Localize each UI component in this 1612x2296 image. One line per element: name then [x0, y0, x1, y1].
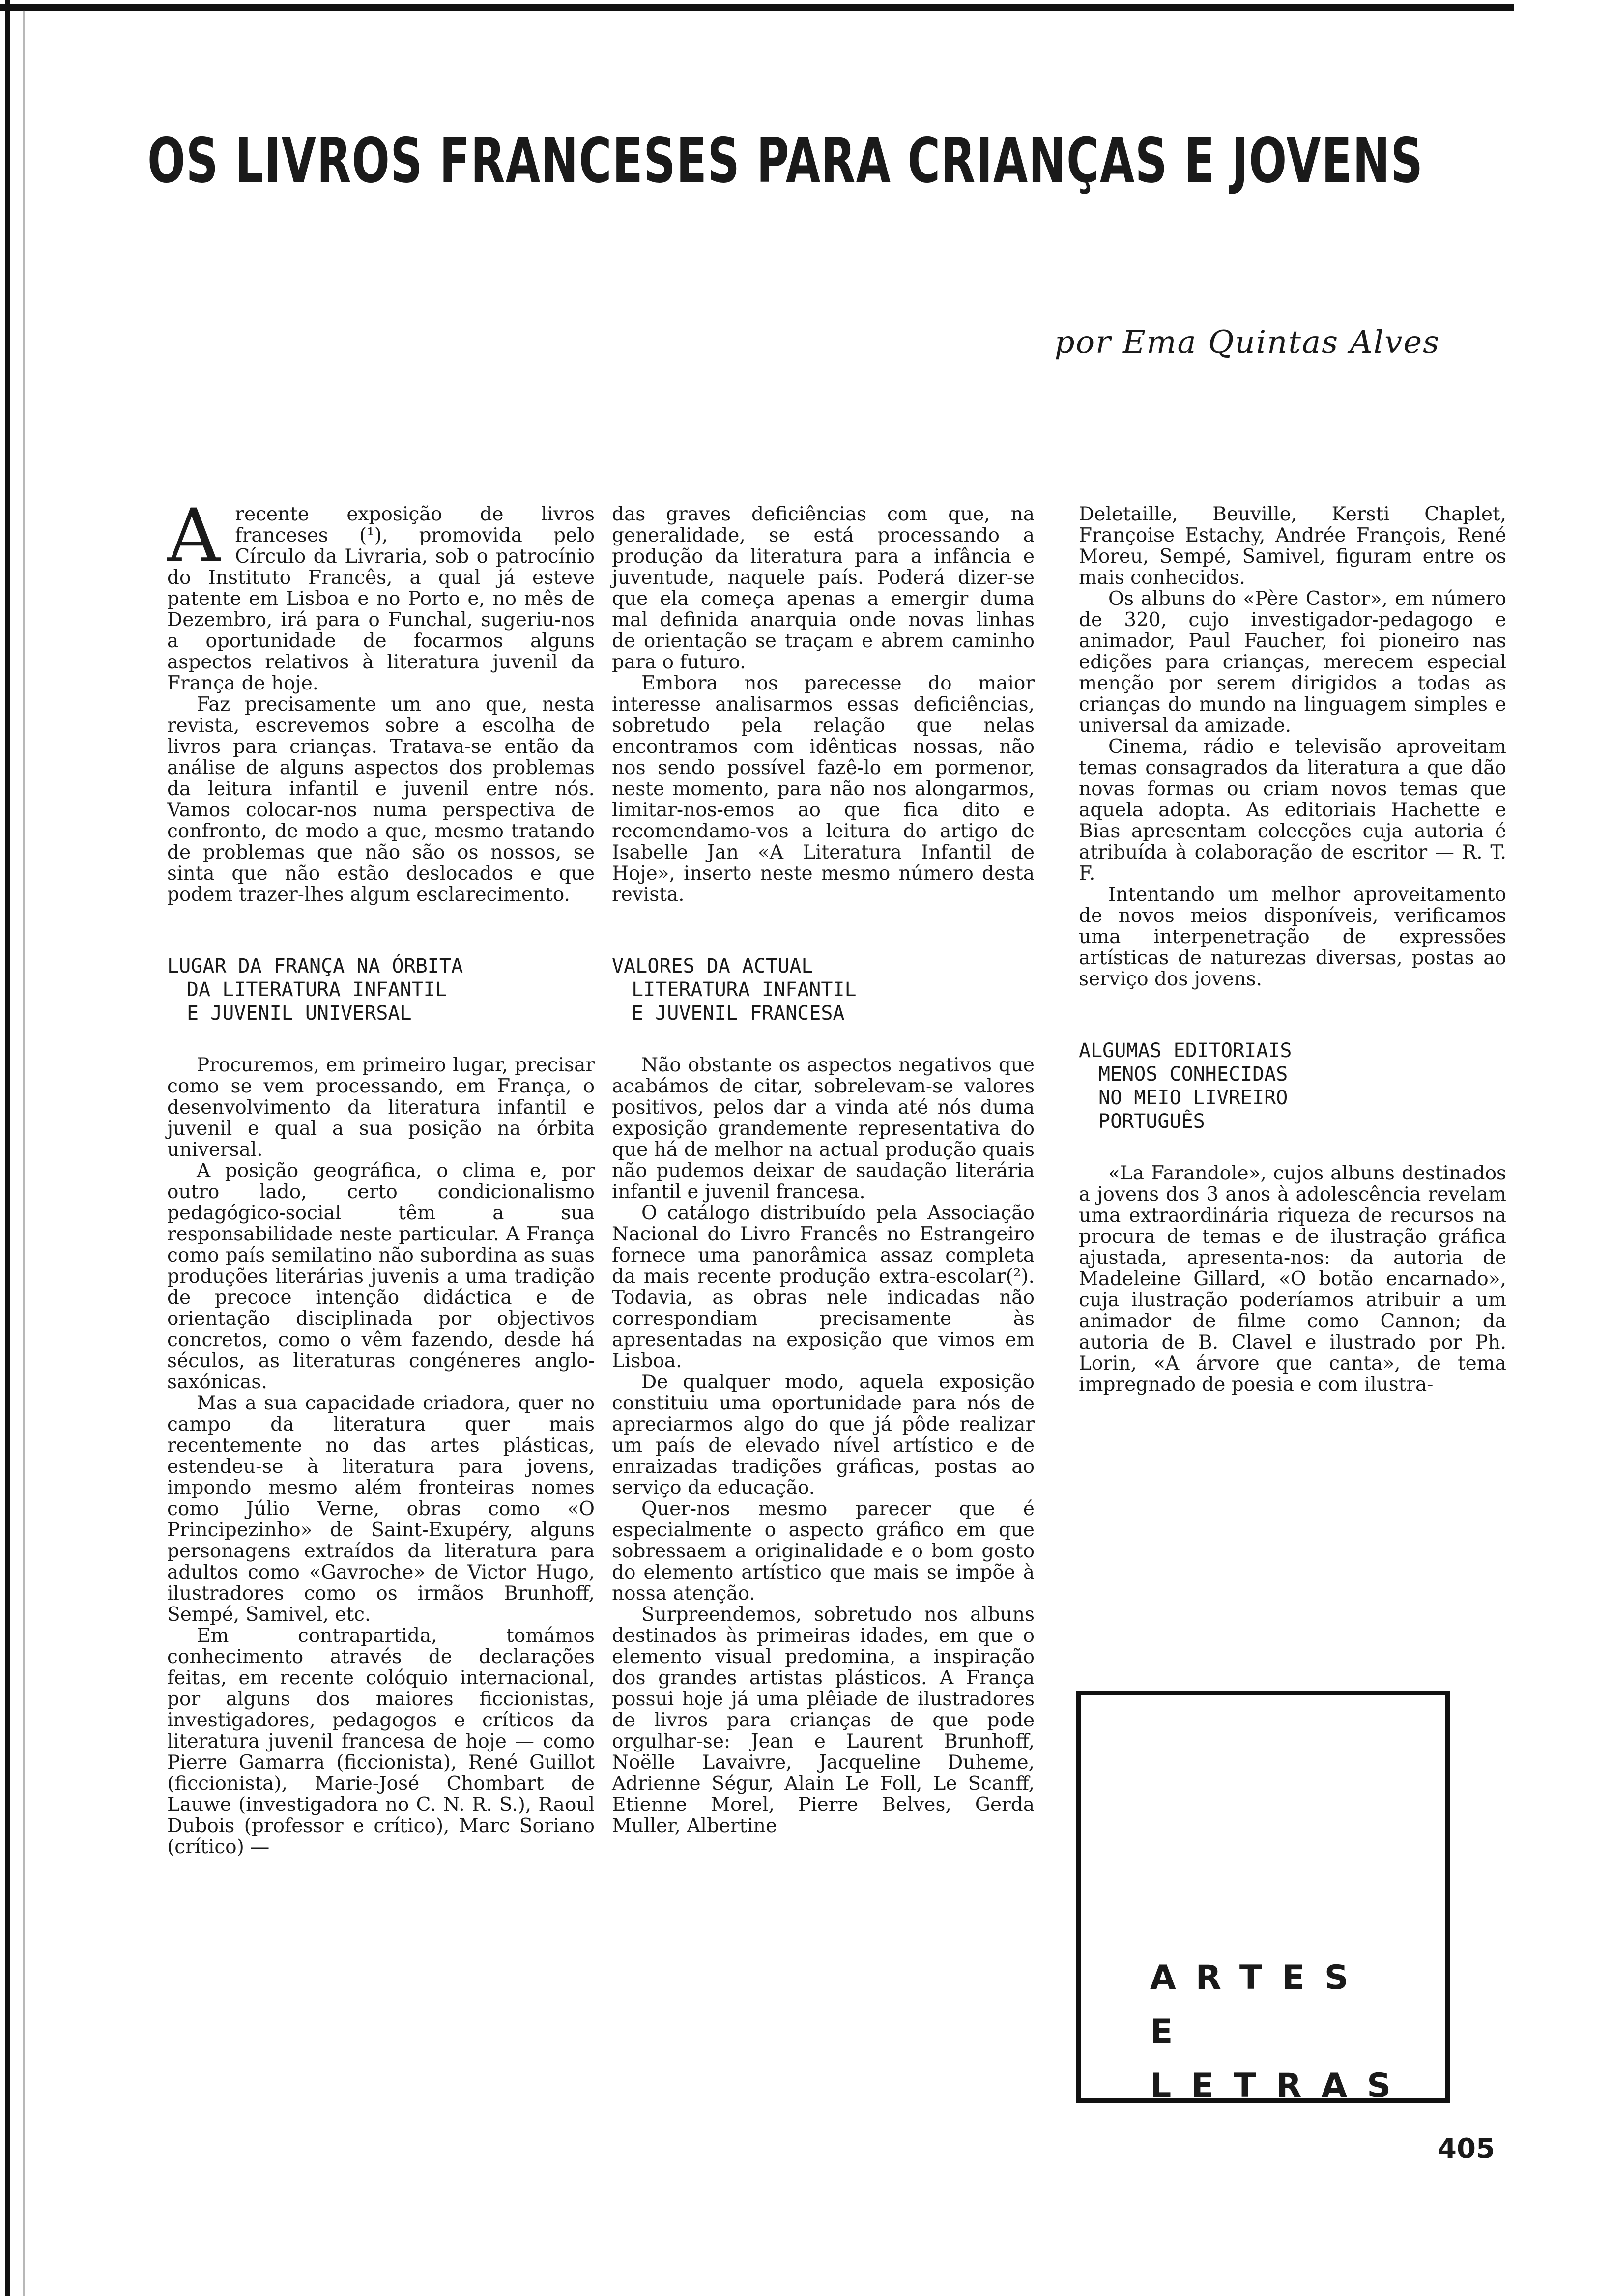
section-heading: LUGAR DA FRANÇA NA ÓRBITA DA LITERATURA INFANTIL E JUVENIL UNIVERSAL	[167, 955, 463, 1025]
paragraph: Surpreendemos, sobretudo nos albuns destinados às primeiras idades, em que o elemento visual predomina, a inspiração dos grandes artistas plásticos. A França possui hoje já uma plêiade de ilustradores de livros para crianças de que pode orgulhar-se: Jean e Laurent Brunhoff, Noëlle Lavaivre, Jacqueline Duheme, Adrienne Ségur, Alain Le Foll, Le Scanff, Etienne Morel, Pierre Belves, Gerda Muller, Albertine	[612, 1604, 1035, 1837]
paragraph: De qualquer modo, aquela exposição constituiu uma oportunidade para nós de apreciarmos algo do que já pôde realizar um país de elevado nível artístico e de enraizadas tradições gráficas, postas ao serviço da educação.	[612, 1371, 1035, 1499]
paragraph: Arecente exposição de livros franceses (¹), promovida pelo Círculo da Livraria, sob o patrocínio do Instituto Francês, a qual já esteve patente em Lisboa e no Porto e, no mês de Dezembro, irá para o Funchal, sugeriu-nos a oportunidade de focarmos alguns aspectos relativos à literatura juvenil da França de hoje.	[167, 493, 595, 694]
section-label: ARTES E LETRAS	[1150, 1958, 1411, 2105]
section-heading: ALGUMAS EDITORIAIS MENOS CONHECIDAS NO MEIO LIVREIRO PORTUGUÊS	[1079, 1039, 1292, 1133]
paragraph: Quer-nos mesmo parecer que é especialmente o aspecto gráfico em que sobressaem a originalidade e o bom gosto do elemento artístico que mais se impõe à nossa atenção.	[612, 1498, 1035, 1605]
paragraph: Mas a sua capacidade criadora, quer no campo da literatura quer mais recentemente no das artes plásticas, estendeu-se à literatura para jovens, impondo mesmo além fronteiras nomes como Júlio Verne, obras como «O Principezinho» de Saint-Exupéry, alguns personagens extraídos da literatura para adultos como «Gavroche» de Victor Hugo, ilustradores como os irmãos Brunhoff, Sempé, Samivel, etc.	[167, 1392, 595, 1626]
paragraph: O catálogo distribuído pela Associação Nacional do Livro Francês no Estrangeiro fornece uma panorâmica assaz completa da mais recente produção extra-escolar(²). Todavia, as obras nele indicadas não correspondiam precisamente às apresentadas na exposição que vimos em Lisboa.	[612, 1202, 1035, 1372]
column-3	[1079, 504, 1506, 1395]
paragraph: Em contrapartida, tomámos conhecimento através de declarações feitas, em recente colóquio internacional, por alguns dos maiores ficcionistas, investigadores, pedagogos e críticos da literatura juvenil francesa de hoje — como Pierre Gamarra (ficcionista), René Guillot (ficcionista), Marie-José Chombart de Lauwe (investigadora no C. N. R. S.), Raoul Dubois (professor e crítico), Marc Soriano (crítico) —	[167, 1625, 595, 1858]
top-border-rule	[0, 4, 1514, 11]
paragraph: Intentando um melhor aproveitamento de novos meios disponíveis, verificamos uma interpenetração de expressões artísticas de naturezas diversas, postas ao serviço dos jovens.	[1079, 884, 1506, 990]
paragraph: Não obstante os aspectos negativos que acabámos de citar, sobrelevam-se valores positivos, pelos dar a vinda até nós duma exposição grandemente representativa do que há de melhor na actual produção quais não pudemos deixar de saudação literária infantil e juvenil francesa.	[612, 1054, 1035, 1203]
column-1	[167, 493, 595, 1858]
drop-cap: A	[167, 493, 221, 579]
section-label-box	[1076, 1691, 1450, 2103]
paragraph: Procuremos, em primeiro lugar, precisar como se vem processando, em França, o desenvolvimento da literatura infantil e juvenil e qual a sua posição na órbita universal.	[167, 1054, 595, 1161]
paragraph: A posição geográfica, o clima e, por outro lado, certo condicionalismo pedagógico-social têm a sua responsabilidade neste particular. A França como país semilatino não subordina as suas produções literárias juvenis a uma tradição de precoce intenção didáctica e de orientação disciplinada por objectivos concretos, como o vêm fazendo, desde há séculos, as literaturas congéneres anglo-saxónicas.	[167, 1160, 595, 1393]
section-heading: VALORES DA ACTUAL LITERATURA INFANTIL E JUVENIL FRANCESA	[612, 955, 857, 1025]
article-byline: por Ema Quintas Alves	[1054, 324, 1440, 361]
paragraph: Embora nos parecesse do maior interesse analisarmos essas deficiências, sobretudo pela relação que nelas encontramos com idênticas nossas, não nos sendo possível fazê-lo em pormenor, neste momento, para não nos alongarmos, limitar-nos-emos ao que fica dito e recomendamo-vos a leitura do artigo de Isabelle Jan «A Literatura Infantil de Hoje», inserto neste mesmo número desta revista.	[612, 672, 1035, 906]
article-title: OS LIVROS FRANCESES PARA CRIANÇAS E JOVENS	[147, 124, 1424, 197]
left-margin-line	[23, 10, 25, 2296]
paragraph: «La Farandole», cujos albuns destinados a jovens dos 3 anos à adolescência revelam uma extraordinária riqueza de recursos na procura de temas e de ilustração gráfica ajustada, apresenta-nos: da autoria de Madeleine Gillard, «O botão encarnado», cuja ilustração poderíamos atribuir a um animador de filme como Cannon; da autoria de B. Clavel e ilustrado por Ph. Lorin, «A árvore que canta», de tema impregnado de poesia e com ilustra-	[1079, 1162, 1506, 1396]
paragraph: Faz precisamente um ano que, nesta revista, escrevemos sobre a escolha de livros para crianças. Tratava-se então da análise de alguns aspectos dos problemas da leitura infantil e juvenil entre nós. Vamos colocar-nos numa perspectiva de confronto, de modo a que, mesmo tratando de problemas que não são os nossos, se sinta que não estão deslocados e que podem trazer-lhes algum esclarecimento.	[167, 693, 595, 906]
paragraph: Cinema, rádio e televisão aproveitam temas consagrados da literatura a que dão novas formas ou criam novos temas que aquela adopta. As editoriais Hachette e Bias apresentam colecções cuja autoria é atribuída à colaboração de escritor — R. T. F.	[1079, 736, 1506, 885]
paragraph: das graves deficiências com que, na generalidade, se está processando a produção da literatura para a infância e juventude, naquele país. Poderá dizer-se que ela começa apenas a emergir duma mal definida anarquia onde novas linhas de orientação se traçam e abrem caminho para o futuro.	[612, 503, 1035, 673]
paragraph: Os albuns do «Père Castor», em número de 320, cujo investigador-pedagogo e animador, Paul Faucher, foi pioneiro nas edições para crianças, merecem especial menção por serem dirigidos a todas as crianças do mundo na linguagem simples e universal da amizade.	[1079, 588, 1506, 737]
paragraph: Deletaille, Beuville, Kersti Chaplet, Françoise Estachy, Andrée François, René Moreu, Sempé, Samivel, figuram entre os mais conhecidos.	[1079, 503, 1506, 589]
page-number: 405	[1438, 2133, 1495, 2165]
column-2	[612, 504, 1035, 1837]
left-border-rule	[5, 0, 10, 2296]
